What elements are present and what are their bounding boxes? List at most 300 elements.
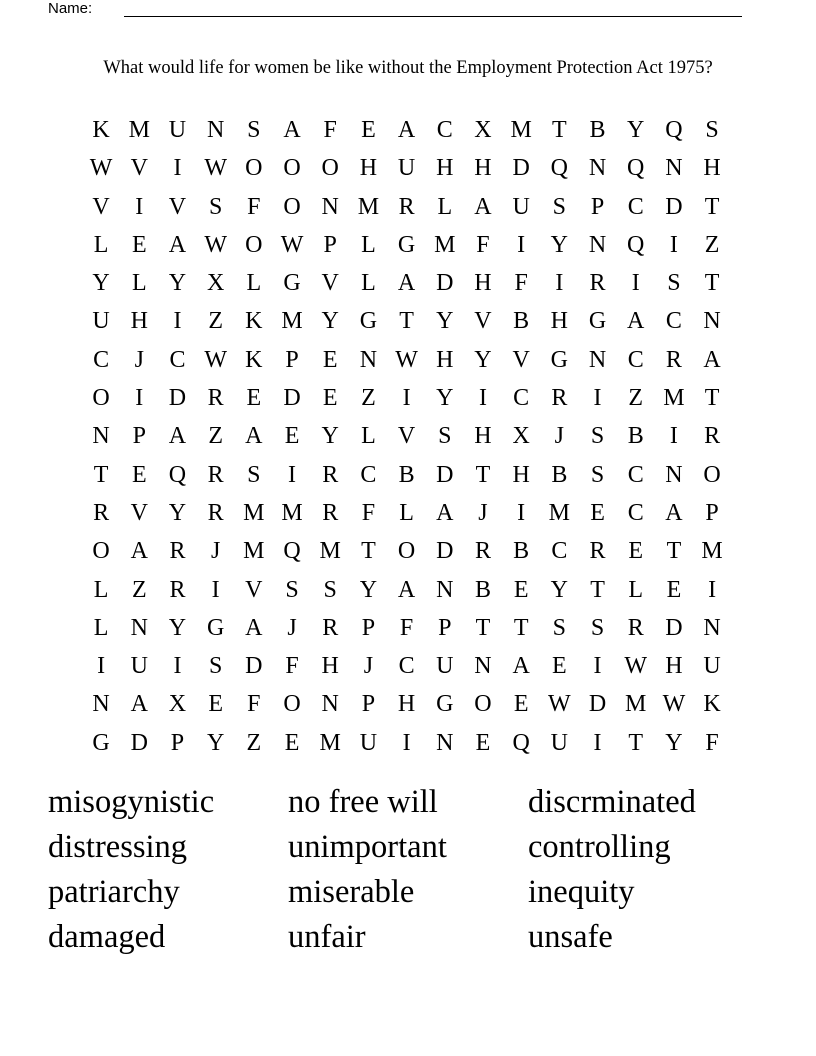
grid-letter[interactable]: J (210, 538, 221, 565)
grid-letter[interactable]: U (512, 193, 530, 220)
grid-letter[interactable]: Y (550, 231, 569, 258)
grid-letter[interactable]: N (665, 461, 683, 488)
grid-letter[interactable]: E (475, 729, 491, 756)
grid-letter[interactable]: T (704, 193, 720, 220)
grid-letter[interactable]: C (665, 308, 682, 335)
grid-letter[interactable]: I (478, 385, 487, 412)
grid-letter[interactable]: P (323, 231, 337, 258)
grid-letter[interactable]: A (245, 614, 263, 641)
grid-letter[interactable]: D (512, 155, 530, 182)
grid-letter[interactable]: E (284, 729, 300, 756)
grid-letter[interactable]: V (130, 155, 148, 182)
word-list-item: inequity (528, 874, 635, 910)
grid-letter[interactable]: T (552, 117, 567, 143)
grid-letter[interactable]: W (204, 155, 227, 182)
grid-letter[interactable]: C (627, 193, 644, 220)
grid-letter[interactable]: S (590, 461, 605, 488)
grid-letter[interactable]: N (703, 614, 721, 641)
grid-letter[interactable]: Q (168, 461, 187, 488)
grid-letter[interactable]: F (361, 499, 376, 526)
grid-letter[interactable]: F (476, 231, 490, 258)
grid-letter[interactable]: L (399, 499, 414, 526)
grid-letter[interactable]: S (705, 117, 719, 143)
grid-letter[interactable]: T (513, 614, 529, 641)
grid-letter[interactable]: R (589, 270, 606, 297)
grid-letter[interactable]: U (168, 117, 187, 143)
grid-letter[interactable]: U (359, 729, 378, 756)
grid-letter[interactable]: E (284, 423, 300, 450)
grid-letter[interactable]: W (89, 155, 113, 182)
grid-letter[interactable]: N (436, 729, 454, 756)
grid-letter[interactable]: L (628, 576, 644, 603)
grid-letter[interactable]: N (588, 346, 607, 373)
grid-letter[interactable]: D (168, 385, 187, 412)
grid-letter[interactable]: Y (359, 576, 378, 603)
grid-letter[interactable]: C (398, 653, 415, 680)
grid-letter[interactable]: L (131, 270, 147, 297)
grid-letter[interactable]: Y (168, 270, 187, 297)
grid-letter[interactable]: I (669, 423, 678, 450)
grid-letter[interactable]: B (513, 538, 530, 565)
grid-letter[interactable]: U (130, 653, 148, 680)
grid-letter[interactable]: E (666, 576, 682, 603)
grid-letter[interactable]: C (627, 346, 644, 373)
grid-letter[interactable]: O (703, 461, 721, 488)
grid-letter[interactable]: S (552, 614, 567, 641)
grid-letter[interactable]: H (474, 270, 492, 297)
grid-letter[interactable]: M (548, 499, 571, 526)
grid-letter[interactable]: O (283, 691, 301, 718)
grid-letter[interactable]: A (397, 117, 416, 143)
grid-letter[interactable]: S (552, 193, 567, 220)
grid-letter[interactable]: I (135, 193, 144, 220)
grid-letter[interactable]: H (474, 423, 492, 450)
grid-letter[interactable]: W (204, 231, 227, 258)
grid-letter[interactable]: F (705, 729, 719, 756)
grid-letter[interactable]: O (245, 155, 263, 182)
grid-letter[interactable]: M (625, 691, 647, 718)
grid-letter[interactable]: C (360, 461, 377, 488)
grid-letter[interactable]: K (703, 691, 721, 718)
grid-letter[interactable]: I (517, 499, 526, 526)
grid-letter[interactable]: D (436, 270, 454, 297)
grid-letter[interactable]: O (92, 385, 110, 412)
grid-letter[interactable]: M (281, 308, 303, 335)
grid-letter[interactable]: I (211, 576, 220, 603)
grid-letter[interactable]: I (593, 653, 602, 680)
grid-letter[interactable]: J (554, 423, 565, 450)
grid-letter[interactable]: E (513, 691, 529, 718)
grid-letter[interactable]: H (703, 155, 721, 182)
grid-letter[interactable]: I (669, 231, 678, 258)
grid-letter[interactable]: V (474, 308, 492, 335)
grid-letter[interactable]: I (173, 653, 182, 680)
grid-letter[interactable]: N (474, 653, 492, 680)
grid-letter[interactable]: G (283, 270, 301, 297)
grid-letter[interactable]: C (93, 346, 110, 373)
grid-letter[interactable]: C (436, 117, 453, 143)
grid-letter[interactable]: R (207, 385, 224, 412)
grid-letter[interactable]: R (589, 538, 606, 565)
grid-letter[interactable]: G (588, 308, 607, 335)
grid-letter[interactable]: E (322, 346, 338, 373)
grid-letter[interactable]: M (434, 231, 456, 258)
grid-letter[interactable]: I (555, 270, 564, 297)
grid-letter[interactable]: P (590, 193, 605, 220)
grid-letter[interactable]: F (399, 614, 414, 641)
word-list-item: unsafe (528, 919, 613, 955)
name-label: Name: (48, 0, 93, 17)
grid-letter[interactable]: U (92, 308, 110, 335)
grid-letter[interactable]: S (590, 614, 605, 641)
grid-letter[interactable]: V (245, 576, 263, 603)
grid-letter[interactable]: L (93, 231, 109, 258)
grid-letter[interactable]: H (130, 308, 148, 335)
grid-letter[interactable]: S (208, 653, 223, 680)
grid-letter[interactable]: A (130, 691, 148, 718)
grid-letter[interactable]: W (624, 653, 648, 680)
grid-letter[interactable]: A (283, 117, 301, 143)
grid-letter[interactable]: I (173, 308, 182, 335)
grid-letter[interactable]: Z (361, 385, 376, 412)
grid-letter[interactable]: Y (321, 423, 339, 450)
grid-letter[interactable]: B (474, 576, 491, 603)
grid-letter[interactable]: X (512, 423, 530, 450)
grid-letter[interactable]: H (665, 653, 683, 680)
grid-letter[interactable]: Y (168, 614, 187, 641)
grid-letter[interactable]: I (593, 385, 602, 412)
grid-letter[interactable]: J (287, 614, 297, 641)
grid-letter[interactable]: D (436, 538, 454, 565)
grid-letter[interactable]: N (665, 155, 683, 182)
grid-letter[interactable]: U (436, 653, 454, 680)
grid-letter[interactable]: Q (627, 155, 645, 182)
grid-letter[interactable]: N (436, 576, 454, 603)
grid-letter[interactable]: R (169, 538, 186, 565)
grid-letter[interactable]: Q (550, 155, 569, 182)
grid-letter[interactable]: Z (704, 231, 720, 258)
grid-letter[interactable]: N (321, 691, 339, 718)
name-underline[interactable] (124, 16, 742, 17)
grid-letter[interactable]: Y (92, 270, 110, 297)
grid-letter[interactable]: C (169, 346, 186, 373)
grid-letter[interactable]: R (398, 193, 415, 220)
grid-letter[interactable]: R (627, 614, 644, 641)
grid-letter[interactable]: I (402, 385, 411, 412)
grid-letter[interactable]: V (92, 193, 110, 220)
grid-letter[interactable]: O (397, 538, 416, 565)
grid-letter[interactable]: N (206, 117, 225, 143)
grid-letter[interactable]: S (667, 270, 681, 297)
grid-letter[interactable]: Q (627, 231, 645, 258)
grid-letter[interactable]: T (590, 576, 605, 603)
grid-letter[interactable]: A (436, 499, 454, 526)
grid-letter[interactable]: A (397, 576, 416, 603)
grid-letter[interactable]: L (93, 576, 109, 603)
grid-letter[interactable]: U (397, 155, 416, 182)
grid-letter[interactable]: B (627, 423, 644, 450)
grid-letter[interactable]: T (628, 729, 644, 756)
grid-letter[interactable]: G (359, 308, 378, 335)
grid-letter[interactable]: S (590, 423, 605, 450)
grid-letter[interactable]: S (285, 576, 299, 603)
grid-letter[interactable]: E (361, 117, 376, 143)
grid-letter[interactable]: M (319, 729, 341, 756)
grid-letter[interactable]: F (247, 193, 261, 220)
grid-letter[interactable]: Q (665, 117, 683, 143)
grid-letter[interactable]: V (512, 346, 530, 373)
grid-letter[interactable]: D (436, 461, 454, 488)
grid-letter[interactable]: Y (550, 576, 569, 603)
grid-letter[interactable]: T (666, 538, 682, 565)
grid-letter[interactable]: A (474, 193, 492, 220)
grid-letter[interactable]: A (168, 231, 187, 258)
grid-letter[interactable]: I (631, 270, 640, 297)
word-list-item: misogynistic (48, 784, 215, 820)
grid-letter[interactable]: Z (208, 308, 223, 335)
worksheet-question: What would life for women be like without the Employment Protection Act 1975? (103, 58, 713, 78)
grid-letter[interactable]: Z (628, 385, 644, 412)
grid-letter[interactable]: M (128, 117, 150, 143)
grid-letter[interactable]: G (206, 614, 225, 641)
grid-letter[interactable]: Y (474, 346, 492, 373)
word-search-grid (82, 114, 731, 765)
grid-letter[interactable]: C (627, 461, 644, 488)
grid-letter[interactable]: T (399, 308, 414, 335)
grid-letter[interactable]: R (665, 346, 682, 373)
grid-letter[interactable]: B (589, 117, 606, 143)
grid-letter[interactable]: Y (436, 385, 454, 412)
grid-letter[interactable]: Z (246, 729, 262, 756)
grid-letter[interactable]: C (627, 499, 644, 526)
grid-letter[interactable]: X (474, 117, 492, 143)
grid-letter[interactable]: V (321, 270, 339, 297)
grid-letter[interactable]: X (168, 691, 187, 718)
grid-letter[interactable]: Y (665, 729, 683, 756)
grid-letter[interactable]: A (245, 423, 263, 450)
grid-letter[interactable]: O (283, 155, 301, 182)
grid-letter[interactable]: O (283, 193, 301, 220)
grid-letter[interactable]: S (208, 193, 223, 220)
grid-letter[interactable]: B (551, 461, 568, 488)
grid-letter[interactable]: J (363, 653, 374, 680)
grid-letter[interactable]: E (552, 653, 567, 680)
grid-letter[interactable]: R (551, 385, 568, 412)
grid-letter[interactable]: L (246, 270, 262, 297)
grid-letter[interactable]: O (245, 231, 263, 258)
grid-letter[interactable]: A (397, 270, 416, 297)
grid-letter[interactable]: O (321, 155, 339, 182)
grid-letter[interactable]: N (703, 308, 721, 335)
grid-letter[interactable]: R (322, 461, 339, 488)
grid-letter[interactable]: M (243, 499, 265, 526)
grid-letter[interactable]: W (280, 231, 304, 258)
grid-letter[interactable]: E (513, 576, 529, 603)
grid-letter[interactable]: R (704, 423, 721, 450)
grid-letter[interactable]: R (93, 499, 110, 526)
grid-letter[interactable]: H (359, 155, 378, 182)
grid-letter[interactable]: T (475, 461, 491, 488)
grid-letter[interactable]: F (323, 117, 337, 143)
grid-letter[interactable]: E (590, 499, 605, 526)
grid-letter[interactable]: R (322, 614, 339, 641)
grid-letter[interactable]: P (170, 729, 185, 756)
grid-letter[interactable]: P (438, 614, 452, 641)
grid-letter[interactable]: N (588, 231, 607, 258)
grid-letter[interactable]: E (131, 231, 147, 258)
grid-letter[interactable]: P (285, 346, 299, 373)
grid-letter[interactable]: C (513, 385, 530, 412)
grid-letter[interactable]: R (207, 499, 224, 526)
grid-letter[interactable]: T (93, 461, 109, 488)
grid-letter[interactable]: E (208, 691, 223, 718)
grid-letter[interactable]: H (512, 461, 530, 488)
grid-letter[interactable]: A (703, 346, 721, 373)
grid-letter[interactable]: J (478, 499, 488, 526)
grid-letter[interactable]: E (131, 461, 147, 488)
grid-letter[interactable]: W (548, 691, 571, 718)
grid-letter[interactable]: T (704, 385, 720, 412)
grid-letter[interactable]: S (247, 117, 261, 143)
grid-letter[interactable]: H (321, 653, 339, 680)
grid-letter[interactable]: D (130, 729, 148, 756)
grid-letter[interactable]: T (475, 614, 491, 641)
grid-letter[interactable]: A (665, 499, 683, 526)
grid-letter[interactable]: H (436, 346, 454, 373)
grid-letter[interactable]: Z (208, 423, 223, 450)
grid-letter[interactable]: B (513, 308, 530, 335)
grid-letter[interactable]: C (551, 538, 568, 565)
grid-letter[interactable]: F (514, 270, 528, 297)
grid-letter[interactable]: H (474, 155, 492, 182)
grid-letter[interactable]: M (701, 538, 723, 565)
grid-letter[interactable]: S (323, 576, 337, 603)
grid-letter[interactable]: I (517, 231, 526, 258)
grid-letter[interactable]: F (285, 653, 299, 680)
grid-letter[interactable]: O (474, 691, 492, 718)
grid-letter[interactable]: U (550, 729, 569, 756)
grid-letter[interactable]: I (708, 576, 717, 603)
grid-letter[interactable]: T (704, 270, 720, 297)
grid-letter[interactable]: I (97, 653, 106, 680)
grid-letter[interactable]: K (92, 117, 110, 143)
word-list-item: discrminated (528, 784, 696, 820)
grid-letter[interactable]: P (705, 499, 719, 526)
grid-letter[interactable]: D (665, 614, 683, 641)
grid-letter[interactable]: L (361, 231, 376, 258)
grid-letter[interactable]: L (361, 270, 376, 297)
grid-letter[interactable]: Y (168, 499, 187, 526)
grid-letter[interactable]: D (665, 193, 683, 220)
grid-letter[interactable]: M (243, 538, 265, 565)
grid-letter[interactable]: H (436, 155, 454, 182)
word-list-item: patriarchy (48, 874, 180, 910)
grid-letter[interactable]: W (662, 691, 686, 718)
grid-letter[interactable]: I (173, 155, 182, 182)
grid-letter[interactable]: M (663, 385, 685, 412)
grid-letter[interactable]: X (206, 270, 225, 297)
grid-letter[interactable]: G (550, 346, 569, 373)
grid-letter[interactable]: D (283, 385, 301, 412)
grid-letter[interactable]: K (245, 308, 263, 335)
grid-letter[interactable]: P (361, 614, 376, 641)
grid-letter[interactable]: G (436, 691, 454, 718)
grid-letter[interactable]: J (134, 346, 144, 373)
grid-letter[interactable]: P (361, 691, 376, 718)
grid-letter[interactable]: O (92, 538, 110, 565)
grid-letter[interactable]: A (130, 538, 148, 565)
grid-letter[interactable]: K (245, 346, 263, 373)
grid-letter[interactable]: N (321, 193, 339, 220)
grid-letter[interactable]: R (474, 538, 491, 565)
grid-letter[interactable]: Y (206, 729, 225, 756)
grid-letter[interactable]: L (361, 423, 376, 450)
grid-letter[interactable]: E (628, 538, 644, 565)
grid-letter[interactable]: A (168, 423, 187, 450)
grid-letter[interactable]: V (397, 423, 416, 450)
grid-letter[interactable]: V (168, 193, 187, 220)
grid-letter[interactable]: M (510, 117, 532, 143)
grid-letter[interactable]: N (359, 346, 378, 373)
grid-letter[interactable]: W (204, 346, 227, 373)
grid-letter[interactable]: D (588, 691, 607, 718)
grid-letter[interactable]: S (247, 461, 261, 488)
grid-letter[interactable]: M (319, 538, 341, 565)
grid-letter[interactable]: R (322, 499, 339, 526)
grid-letter[interactable]: Y (627, 117, 645, 143)
grid-letter[interactable]: Q (512, 729, 530, 756)
grid-letter[interactable]: I (593, 729, 602, 756)
grid-letter[interactable]: G (397, 231, 416, 258)
grid-letter[interactable]: R (169, 576, 186, 603)
grid-letter[interactable]: Y (321, 308, 339, 335)
grid-letter[interactable]: N (92, 423, 110, 450)
grid-letter[interactable]: L (93, 614, 109, 641)
word-list-item: no free will (288, 784, 438, 820)
grid-letter[interactable]: N (130, 614, 148, 641)
grid-letter[interactable]: I (288, 461, 297, 488)
grid-letter[interactable]: Y (436, 308, 454, 335)
grid-letter[interactable]: Q (283, 538, 301, 565)
grid-letter[interactable]: E (322, 385, 338, 412)
grid-letter[interactable]: N (92, 691, 110, 718)
grid-letter[interactable]: A (627, 308, 645, 335)
grid-letter[interactable]: A (512, 653, 530, 680)
word-list (48, 782, 768, 962)
grid-letter[interactable]: M (281, 499, 303, 526)
grid-letter[interactable]: B (398, 461, 415, 488)
grid-letter[interactable]: L (437, 193, 453, 220)
grid-letter[interactable]: U (703, 653, 721, 680)
grid-letter[interactable]: Z (131, 576, 147, 603)
grid-letter[interactable]: M (357, 193, 380, 220)
grid-letter[interactable]: I (135, 385, 144, 412)
grid-letter[interactable]: R (207, 461, 224, 488)
grid-letter[interactable]: T (361, 538, 376, 565)
grid-letter[interactable]: P (132, 423, 146, 450)
grid-letter[interactable]: F (247, 691, 261, 718)
grid-letter[interactable]: S (438, 423, 452, 450)
grid-letter[interactable]: H (397, 691, 416, 718)
grid-letter[interactable]: H (550, 308, 569, 335)
grid-letter[interactable]: I (402, 729, 411, 756)
grid-letter[interactable]: W (395, 346, 418, 373)
grid-letter[interactable]: V (130, 499, 148, 526)
grid-letter[interactable]: G (92, 729, 110, 756)
grid-letter[interactable]: D (245, 653, 263, 680)
grid-letter[interactable]: N (588, 155, 607, 182)
grid-letter[interactable]: E (246, 385, 262, 412)
